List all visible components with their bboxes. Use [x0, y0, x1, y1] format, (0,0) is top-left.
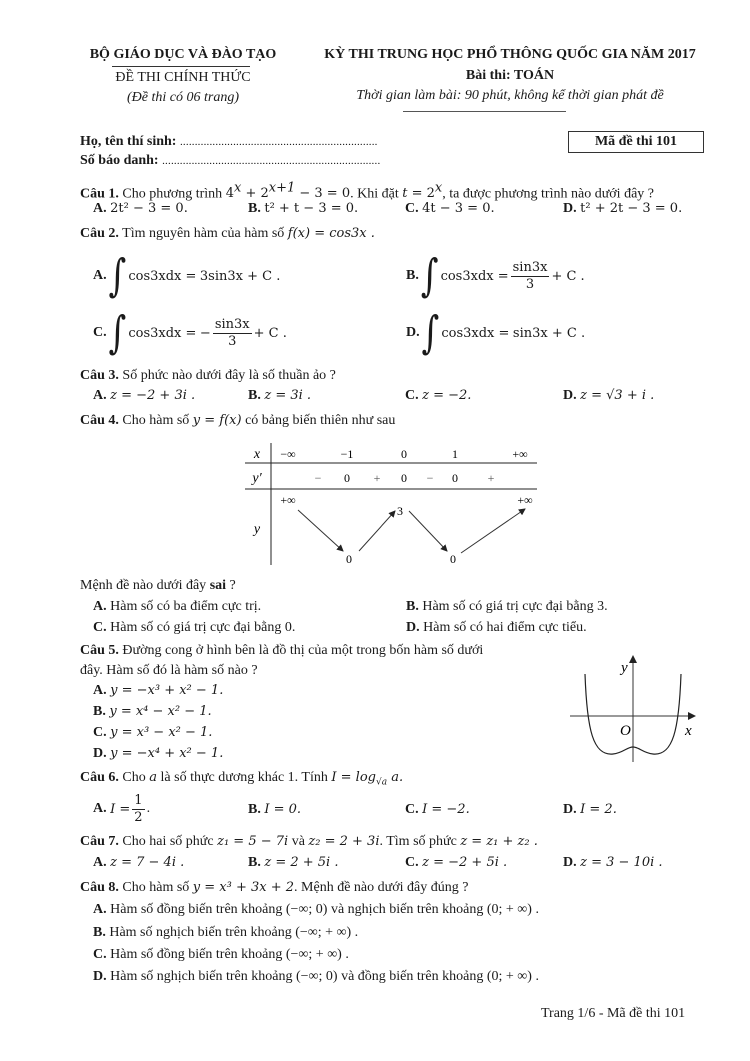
row-label-x: x: [253, 447, 261, 462]
exam-code-box: Mã đề thi 101: [568, 131, 704, 153]
q4-prompt: Mệnh đề nào dưới đây sai ?: [80, 578, 236, 593]
q8-option-d[interactable]: D. Hàm số nghịch biến trên khoảng (−∞; 0) và đồng biến trên khoảng (0; + ∞) .: [93, 969, 539, 984]
question-text: Cho: [122, 770, 146, 785]
x-axis-label: x: [685, 723, 692, 739]
question-text: . Khi đặt: [350, 186, 399, 202]
question-label: Câu 8.: [80, 880, 119, 895]
sign: 0: [401, 471, 407, 485]
equation: $4^x + 2^{x+1} - 3 = 0$: [225, 181, 351, 202]
q6-option-c[interactable]: C. I = −2.: [405, 802, 470, 817]
origin-label: O: [620, 723, 631, 739]
question-1: [80, 181, 654, 202]
question-label: Câu 2.: [80, 226, 119, 241]
exam-title: KỲ THI TRUNG HỌC PHỔ THÔNG QUỐC GIA NĂM 2017: [324, 47, 696, 62]
question-5-line2: đây. Hàm số đó là hàm số nào ?: [80, 663, 258, 678]
candidate-name-row: [80, 134, 378, 150]
sign: +: [487, 471, 495, 485]
ministry-name: BỘ GIÁO DỤC VÀ ĐÀO TẠO: [89, 47, 277, 62]
y-value: 3: [397, 504, 403, 518]
q3-option-c[interactable]: C. z = −2.: [405, 388, 472, 403]
q6-option-d[interactable]: D. I = 2.: [563, 802, 617, 817]
q8-option-b[interactable]: B. Hàm số nghịch biến trên khoảng (−∞; + ∞) .: [93, 925, 359, 940]
q7-option-a[interactable]: A. z = 7 − 4i .: [93, 855, 185, 870]
integral-icon: ∫: [420, 250, 439, 302]
sign: 0: [452, 471, 458, 485]
q3-option-b[interactable]: B. z = 3i .: [248, 388, 312, 403]
question-text: Cho hàm số: [122, 413, 190, 428]
question-label: Câu 5.: [80, 643, 119, 658]
q2-option-b[interactable]: B. ∫ cos3xdx = $\frac{\sin 3x}{3}$ + C .: [406, 250, 585, 302]
q7-option-d[interactable]: D. z = 3 − 10i .: [563, 855, 663, 870]
candidate-id-field[interactable]: ..........................................................................: [162, 155, 381, 167]
q2-option-d[interactable]: D. ∫ cos3xdx = sin3x + C .: [406, 307, 586, 359]
variation-table: [245, 443, 540, 568]
x-value: −1: [340, 447, 354, 461]
function: y = f(x): [192, 413, 242, 428]
question-text: Tìm nguyên hàm của hàm số: [122, 226, 285, 241]
arrow-up: [359, 511, 395, 551]
function: f(x) = cos3x .: [287, 226, 375, 241]
question-label: Câu 7.: [80, 834, 119, 849]
question-8: Câu 8. Cho hàm số y = x³ + 3x + 2. Mệnh đề nào dưới đây đúng ?: [80, 880, 469, 895]
q8-option-c[interactable]: C. Hàm số đồng biến trên khoảng (−∞; + ∞) .: [93, 947, 349, 962]
substitution: $t = 2^x$: [402, 181, 443, 202]
question-text: Cho phương trình: [122, 186, 223, 202]
integral-icon: ∫: [108, 250, 127, 302]
row-label-yprime: y′: [252, 471, 262, 486]
official-label: ĐỀ THI CHÍNH THỨC: [115, 70, 251, 85]
sign: +: [373, 471, 381, 485]
q3-option-d[interactable]: D. z = √3 + i .: [563, 388, 655, 403]
question-6: Câu 6. Cho a là số thực dương khác 1. Tính $I = \log_{√a} a$.: [80, 770, 404, 788]
q5-option-a[interactable]: A. y = −x³ + x² − 1.: [93, 683, 224, 698]
sign: −: [426, 471, 434, 485]
page-footer: Trang 1/6 - Mã đề thi 101: [541, 1006, 686, 1021]
question-5: [80, 643, 483, 659]
question-7: Câu 7. Cho hai số phức z₁ = 5 − 7i và z₂ = 2 + 3i. Tìm số phức z = z₁ + z₂ .: [80, 834, 538, 849]
q4-option-b[interactable]: B. Hàm số có giá trị cực đại bằng 3.: [406, 599, 608, 614]
question-text: là số thực dương khác 1. Tính: [160, 770, 328, 785]
time-note: Thời gian làm bài: 90 phút, không kể thời gian phát đề: [356, 88, 664, 103]
question-label: Câu 3.: [80, 368, 119, 383]
question-label: Câu 4.: [80, 413, 119, 428]
arrow-up: [461, 509, 525, 553]
sign: 0: [344, 471, 350, 485]
question-text: có bảng biến thiên như sau: [245, 413, 396, 428]
x-value: 1: [452, 447, 458, 461]
question-text: . Mệnh đề nào dưới đây đúng ?: [294, 880, 469, 895]
x-value: 0: [401, 447, 407, 461]
integral-icon: ∫: [421, 307, 440, 359]
candidate-id-label: Số báo danh:: [80, 153, 159, 168]
x-value: +∞: [512, 447, 528, 461]
question-label: Câu 6.: [80, 770, 119, 785]
question-4: [80, 413, 395, 429]
y-value: +∞: [517, 493, 533, 507]
q4-option-c[interactable]: C. Hàm số có giá trị cực đại bằng 0.: [93, 620, 296, 635]
question-text: Cho hàm số: [122, 880, 190, 895]
pages-note: (Đề thi có 06 trang): [127, 90, 239, 105]
arrow-down: [409, 511, 447, 551]
q5-option-d[interactable]: D. y = −x⁴ + x² − 1.: [93, 746, 224, 761]
integral-icon: ∫: [108, 307, 127, 359]
arrow-down: [298, 510, 343, 551]
q3-option-a[interactable]: A. z = −2 + 3i .: [93, 388, 196, 403]
q2-option-c[interactable]: C. ∫ cos3xdx = − $\frac{\sin 3x}{3}$ + C .: [93, 307, 287, 359]
q1-option-a[interactable]: A. 2t² − 3 = 0.: [93, 201, 188, 216]
function-graph: [565, 650, 705, 765]
question-text: Đường cong ở hình bên là đồ thị của một trong bốn hàm số dưới: [122, 643, 484, 658]
question-3: [80, 368, 336, 384]
q1-option-b[interactable]: B. t² + t − 3 = 0.: [248, 201, 359, 216]
q2-option-a[interactable]: A. ∫ cos3xdx = 3sin3x + C .: [93, 250, 281, 302]
header-underline-left: [112, 66, 250, 67]
question-text: Số phức nào dưới đây là số thuần ảo ?: [122, 368, 336, 383]
candidate-name-label: Họ, tên thí sinh:: [80, 134, 177, 149]
subject-title: Bài thi: TOÁN: [465, 68, 555, 83]
q4-option-a[interactable]: A. Hàm số có ba điểm cực trị.: [93, 599, 262, 614]
y-value: 0: [450, 552, 456, 566]
q5-option-c[interactable]: C. y = x³ − x² − 1.: [93, 725, 213, 740]
q4-option-d[interactable]: D. Hàm số có hai điểm cực tiểu.: [406, 620, 587, 635]
question-text: , ta được phương trình nào dưới đây ?: [442, 186, 654, 202]
q5-option-b[interactable]: B. y = x⁴ − x² − 1.: [93, 704, 212, 719]
question-2: [80, 226, 375, 242]
q8-option-a[interactable]: A. Hàm số đồng biến trên khoảng (−∞; 0) và nghịch biến trên khoảng (0; + ∞) .: [93, 902, 539, 917]
question-text: Cho hai số phức: [122, 834, 214, 849]
q6-option-b[interactable]: B. I = 0.: [248, 802, 302, 817]
row-label-y: y: [253, 522, 261, 537]
sign: −: [314, 471, 322, 485]
candidate-id-row: [80, 153, 380, 169]
candidate-name-field[interactable]: ...................................................................: [179, 136, 378, 148]
question-label: Câu 1.: [80, 186, 119, 202]
q7-option-b[interactable]: B. z = 2 + 5i .: [248, 855, 339, 870]
y-axis-label: y: [621, 660, 628, 676]
y-value: +∞: [280, 493, 296, 507]
q7-option-c[interactable]: C. z = −2 + 5i .: [405, 855, 508, 870]
expression: $I = \log_{√a} a$.: [331, 770, 404, 788]
q1-option-d[interactable]: D. t² + 2t − 3 = 0.: [563, 201, 683, 216]
y-value: 0: [346, 552, 352, 566]
x-value: −∞: [280, 447, 296, 461]
q1-option-c[interactable]: C. 4t − 3 = 0.: [405, 201, 495, 216]
header-underline-right: [403, 111, 566, 112]
q6-option-a[interactable]: A. I = $\frac{1}{2}$ .: [93, 792, 151, 825]
